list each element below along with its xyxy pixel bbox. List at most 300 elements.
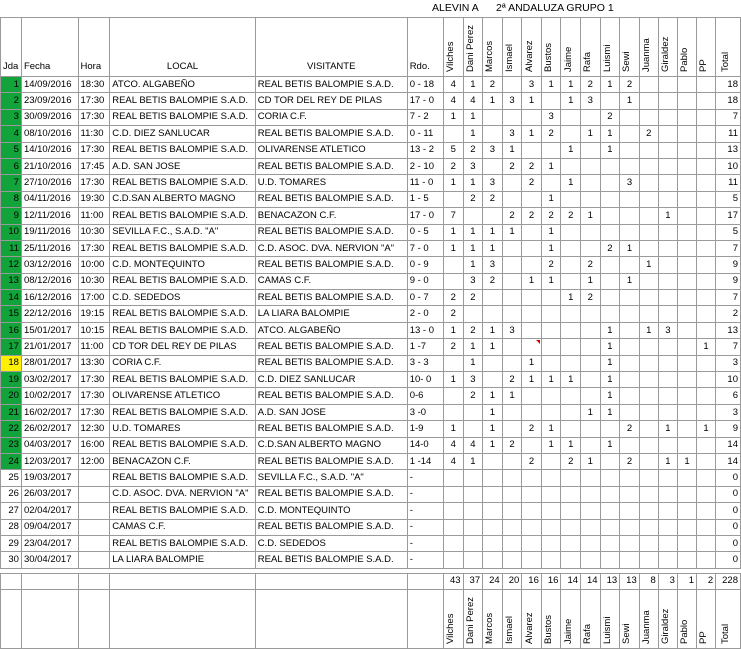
cell-goals[interactable] <box>658 388 677 404</box>
cell-goals[interactable]: 1 <box>541 421 561 437</box>
cell-goals[interactable]: 1 <box>463 355 483 371</box>
cell-goals[interactable] <box>541 306 561 322</box>
cell-player-total[interactable]: 13 <box>600 573 620 589</box>
col-header-local[interactable]: LOCAL <box>110 18 256 77</box>
cell-goals[interactable] <box>658 355 677 371</box>
cell-goals[interactable] <box>658 257 677 273</box>
cell-goals[interactable]: 3 <box>463 372 483 388</box>
cell-goals[interactable] <box>581 191 601 207</box>
cell-goals[interactable] <box>697 273 716 289</box>
cell-goals[interactable] <box>522 486 542 502</box>
col-header-player[interactable] <box>443 18 463 77</box>
cell-goals[interactable] <box>639 208 658 224</box>
cell-local[interactable]: REAL BETIS BALOMPIE S.A.D. <box>110 322 256 338</box>
cell-hora[interactable]: 17:30 <box>78 372 110 388</box>
cell-goals[interactable] <box>443 404 463 420</box>
cell-local[interactable]: C.D. SEDEDOS <box>110 290 256 306</box>
col-header-player[interactable] <box>463 18 483 77</box>
cell-jda[interactable]: 25 <box>1 470 22 486</box>
cell-goals[interactable] <box>522 503 542 519</box>
cell-goals[interactable] <box>600 208 620 224</box>
cell-goals[interactable] <box>502 404 522 420</box>
cell-jda[interactable]: 23 <box>1 437 22 453</box>
cell-goals[interactable]: 1 <box>600 372 620 388</box>
cell-empty[interactable] <box>255 573 407 589</box>
cell-local[interactable]: CAMAS C.F. <box>110 519 256 535</box>
cell-goals[interactable] <box>697 322 716 338</box>
cell-goals[interactable] <box>483 290 503 306</box>
cell-goals[interactable] <box>463 404 483 420</box>
cell-fecha[interactable]: 04/03/2017 <box>21 437 78 453</box>
cell-goals[interactable]: 3 <box>463 158 483 174</box>
cell-total[interactable]: 7 <box>716 339 741 355</box>
cell-local[interactable]: REAL BETIS BALOMPIE S.A.D. <box>110 437 256 453</box>
cell-jda[interactable]: 20 <box>1 388 22 404</box>
cell-goals[interactable] <box>502 240 522 256</box>
cell-goals[interactable] <box>522 519 542 535</box>
cell-hora[interactable]: 17:00 <box>78 290 110 306</box>
cell-goals[interactable] <box>697 437 716 453</box>
col-header-player[interactable] <box>561 18 581 77</box>
cell-rdo[interactable]: - <box>407 503 443 519</box>
cell-total[interactable]: 6 <box>716 388 741 404</box>
cell-goals[interactable] <box>677 470 696 486</box>
cell-local[interactable]: BENACAZON C.F. <box>110 453 256 469</box>
cell-total[interactable]: 13 <box>716 142 741 158</box>
cell-goals[interactable] <box>639 372 658 388</box>
cell-goals[interactable]: 1 <box>600 339 620 355</box>
cell-goals[interactable] <box>463 552 483 568</box>
cell-goals[interactable] <box>697 191 716 207</box>
cell-local[interactable]: REAL BETIS BALOMPIE S.A.D. <box>110 240 256 256</box>
cell-local[interactable]: REAL BETIS BALOMPIE S.A.D. <box>110 372 256 388</box>
cell-jda[interactable]: 11 <box>1 240 22 256</box>
cell-goals[interactable] <box>697 142 716 158</box>
cell-goals[interactable]: 2 <box>463 322 483 338</box>
cell-goals[interactable] <box>522 470 542 486</box>
cell-goals[interactable] <box>639 421 658 437</box>
cell-jda[interactable]: 21 <box>1 404 22 420</box>
cell-local[interactable]: ATCO. ALGABEÑO <box>110 77 256 93</box>
cell-empty[interactable] <box>110 589 256 648</box>
cell-goals[interactable]: 1 <box>561 93 581 109</box>
cell-total[interactable]: 18 <box>716 93 741 109</box>
footer-player[interactable] <box>600 589 620 648</box>
cell-goals[interactable] <box>522 339 542 355</box>
cell-goals[interactable] <box>620 257 640 273</box>
cell-hora[interactable] <box>78 552 110 568</box>
cell-player-total[interactable]: 14 <box>561 573 581 589</box>
cell-rdo[interactable]: 0 - 7 <box>407 290 443 306</box>
cell-goals[interactable]: 2 <box>502 158 522 174</box>
cell-goals[interactable]: 1 <box>541 437 561 453</box>
cell-goals[interactable] <box>677 257 696 273</box>
cell-goals[interactable] <box>600 158 620 174</box>
cell-rdo[interactable]: 11 - 0 <box>407 175 443 191</box>
footer-player[interactable] <box>443 589 463 648</box>
cell-goals[interactable] <box>677 77 696 93</box>
cell-hora[interactable]: 17:30 <box>78 93 110 109</box>
cell-fecha[interactable]: 30/04/2017 <box>21 552 78 568</box>
cell-player-total[interactable]: 2 <box>697 573 716 589</box>
cell-goals[interactable]: 2 <box>639 126 658 142</box>
cell-goals[interactable] <box>639 519 658 535</box>
col-header-fecha[interactable]: Fecha <box>21 18 78 77</box>
cell-goals[interactable] <box>697 257 716 273</box>
cell-goals[interactable]: 1 <box>483 93 503 109</box>
cell-fecha[interactable]: 28/01/2017 <box>21 355 78 371</box>
cell-rdo[interactable]: 17 - 0 <box>407 93 443 109</box>
cell-goals[interactable] <box>677 404 696 420</box>
cell-goals[interactable] <box>677 290 696 306</box>
cell-visitante[interactable]: REAL BETIS BALOMPIE S.A.D. <box>255 552 407 568</box>
cell-goals[interactable]: 2 <box>581 77 601 93</box>
cell-goals[interactable] <box>677 126 696 142</box>
cell-goals[interactable] <box>600 519 620 535</box>
cell-goals[interactable] <box>658 372 677 388</box>
cell-goals[interactable] <box>677 552 696 568</box>
cell-fecha[interactable]: 15/01/2017 <box>21 322 78 338</box>
cell-total[interactable]: 0 <box>716 503 741 519</box>
cell-hora[interactable]: 19:15 <box>78 306 110 322</box>
cell-goals[interactable]: 1 <box>463 257 483 273</box>
cell-goals[interactable] <box>443 470 463 486</box>
cell-goals[interactable] <box>581 535 601 551</box>
cell-goals[interactable] <box>483 355 503 371</box>
cell-goals[interactable]: 1 <box>541 77 561 93</box>
cell-goals[interactable] <box>600 486 620 502</box>
cell-goals[interactable] <box>658 339 677 355</box>
cell-goals[interactable] <box>677 503 696 519</box>
cell-goals[interactable] <box>677 273 696 289</box>
cell-goals[interactable] <box>541 142 561 158</box>
cell-goals[interactable] <box>561 191 581 207</box>
cell-jda[interactable]: 1 <box>1 77 22 93</box>
cell-goals[interactable]: 1 <box>581 126 601 142</box>
cell-goals[interactable] <box>639 404 658 420</box>
cell-goals[interactable] <box>561 158 581 174</box>
cell-goals[interactable] <box>658 437 677 453</box>
cell-hora[interactable] <box>78 519 110 535</box>
cell-goals[interactable] <box>581 109 601 125</box>
cell-fecha[interactable]: 16/12/2016 <box>21 290 78 306</box>
cell-goals[interactable] <box>620 372 640 388</box>
cell-visitante[interactable]: C.D. SEDEDOS <box>255 535 407 551</box>
cell-goals[interactable] <box>600 306 620 322</box>
cell-goals[interactable] <box>522 290 542 306</box>
cell-goals[interactable] <box>502 355 522 371</box>
cell-goals[interactable] <box>639 339 658 355</box>
cell-goals[interactable] <box>502 339 522 355</box>
cell-hora[interactable]: 12:30 <box>78 421 110 437</box>
cell-goals[interactable] <box>502 290 522 306</box>
cell-total[interactable]: 0 <box>716 552 741 568</box>
cell-hora[interactable]: 11:00 <box>78 208 110 224</box>
cell-goals[interactable] <box>620 224 640 240</box>
cell-rdo[interactable]: 7 - 0 <box>407 240 443 256</box>
cell-goals[interactable] <box>483 208 503 224</box>
cell-goals[interactable] <box>658 142 677 158</box>
cell-total[interactable]: 9 <box>716 421 741 437</box>
cell-goals[interactable] <box>502 453 522 469</box>
cell-total[interactable]: 0 <box>716 535 741 551</box>
cell-goals[interactable] <box>697 109 716 125</box>
cell-visitante[interactable]: U.D. TOMARES <box>255 175 407 191</box>
cell-fecha[interactable]: 14/10/2016 <box>21 142 78 158</box>
cell-goals[interactable]: 4 <box>443 93 463 109</box>
cell-goals[interactable]: 1 <box>463 109 483 125</box>
footer-player[interactable] <box>561 589 581 648</box>
cell-goals[interactable] <box>677 158 696 174</box>
cell-goals[interactable]: 1 <box>581 208 601 224</box>
cell-goals[interactable] <box>443 273 463 289</box>
cell-goals[interactable] <box>522 437 542 453</box>
cell-fecha[interactable]: 26/03/2017 <box>21 486 78 502</box>
cell-goals[interactable] <box>639 290 658 306</box>
cell-goals[interactable]: 1 <box>443 240 463 256</box>
cell-goals[interactable] <box>697 240 716 256</box>
cell-jda[interactable]: 12 <box>1 257 22 273</box>
cell-goals[interactable] <box>561 355 581 371</box>
cell-goals[interactable] <box>522 191 542 207</box>
cell-goals[interactable] <box>443 519 463 535</box>
footer-total[interactable] <box>716 589 741 648</box>
cell-goals[interactable] <box>561 388 581 404</box>
cell-visitante[interactable]: BENACAZON C.F. <box>255 208 407 224</box>
cell-visitante[interactable]: OLIVARENSE ATLETICO <box>255 142 407 158</box>
cell-goals[interactable] <box>502 175 522 191</box>
cell-goals[interactable] <box>561 552 581 568</box>
cell-goals[interactable] <box>522 306 542 322</box>
cell-goals[interactable] <box>658 224 677 240</box>
cell-visitante[interactable]: C.D.SAN ALBERTO MAGNO <box>255 437 407 453</box>
cell-player-total[interactable]: 37 <box>463 573 483 589</box>
cell-hora[interactable] <box>78 503 110 519</box>
cell-goals[interactable] <box>677 421 696 437</box>
cell-goals[interactable] <box>581 322 601 338</box>
cell-goals[interactable]: 1 <box>658 421 677 437</box>
cell-goals[interactable] <box>658 158 677 174</box>
cell-goals[interactable] <box>620 503 640 519</box>
cell-hora[interactable]: 17:45 <box>78 158 110 174</box>
cell-goals[interactable]: 3 <box>483 257 503 273</box>
cell-goals[interactable]: 1 <box>463 339 483 355</box>
cell-goals[interactable] <box>677 93 696 109</box>
cell-local[interactable]: A.D. SAN JOSE <box>110 158 256 174</box>
cell-goals[interactable]: 1 <box>522 126 542 142</box>
cell-player-total[interactable]: 16 <box>522 573 542 589</box>
cell-rdo[interactable]: 0-6 <box>407 388 443 404</box>
cell-empty[interactable] <box>78 573 110 589</box>
cell-goals[interactable]: 1 <box>443 109 463 125</box>
cell-goals[interactable] <box>677 519 696 535</box>
cell-local[interactable]: REAL BETIS BALOMPIE S.A.D. <box>110 306 256 322</box>
cell-goals[interactable] <box>581 552 601 568</box>
cell-total[interactable]: 17 <box>716 208 741 224</box>
cell-goals[interactable] <box>483 503 503 519</box>
cell-goals[interactable] <box>639 355 658 371</box>
cell-fecha[interactable]: 23/04/2017 <box>21 535 78 551</box>
cell-goals[interactable] <box>697 519 716 535</box>
col-header-player[interactable] <box>658 18 677 77</box>
cell-goals[interactable]: 2 <box>581 290 601 306</box>
cell-jda[interactable]: 19 <box>1 372 22 388</box>
cell-goals[interactable]: 3 <box>463 273 483 289</box>
cell-goals[interactable] <box>502 552 522 568</box>
cell-goals[interactable] <box>483 158 503 174</box>
cell-fecha[interactable]: 27/10/2016 <box>21 175 78 191</box>
cell-goals[interactable] <box>483 306 503 322</box>
cell-goals[interactable]: 2 <box>443 290 463 306</box>
cell-goals[interactable] <box>443 388 463 404</box>
cell-hora[interactable]: 17:30 <box>78 388 110 404</box>
cell-goals[interactable]: 1 <box>658 208 677 224</box>
cell-fecha[interactable]: 25/11/2016 <box>21 240 78 256</box>
cell-goals[interactable] <box>483 109 503 125</box>
cell-hora[interactable]: 16:00 <box>78 437 110 453</box>
cell-player-total[interactable]: 13 <box>620 573 640 589</box>
cell-goals[interactable] <box>620 404 640 420</box>
cell-goals[interactable] <box>658 552 677 568</box>
cell-goals[interactable]: 2 <box>620 421 640 437</box>
cell-goals[interactable] <box>620 486 640 502</box>
cell-local[interactable]: REAL BETIS BALOMPIE S.A.D. <box>110 175 256 191</box>
cell-jda[interactable]: 18 <box>1 355 22 371</box>
cell-goals[interactable]: 2 <box>463 191 483 207</box>
cell-goals[interactable] <box>677 388 696 404</box>
cell-goals[interactable]: 1 <box>463 240 483 256</box>
cell-local[interactable]: C.D. MONTEQUINTO <box>110 257 256 273</box>
col-header-player[interactable] <box>522 18 542 77</box>
col-header-player[interactable] <box>483 18 503 77</box>
cell-goals[interactable] <box>620 552 640 568</box>
cell-goals[interactable] <box>561 519 581 535</box>
cell-goals[interactable]: 3 <box>581 93 601 109</box>
col-header-hora[interactable]: Hora <box>78 18 110 77</box>
cell-goals[interactable] <box>522 388 542 404</box>
cell-goals[interactable]: 1 <box>561 175 581 191</box>
cell-hora[interactable]: 19:30 <box>78 191 110 207</box>
cell-player-total[interactable]: 1 <box>677 573 696 589</box>
cell-visitante[interactable]: CD TOR DEL REY DE PILAS <box>255 93 407 109</box>
cell-hora[interactable]: 17:30 <box>78 109 110 125</box>
cell-jda[interactable]: 7 <box>1 175 22 191</box>
cell-goals[interactable]: 1 <box>483 437 503 453</box>
cell-goals[interactable] <box>483 519 503 535</box>
cell-goals[interactable] <box>639 306 658 322</box>
cell-goals[interactable] <box>561 470 581 486</box>
cell-goals[interactable]: 7 <box>443 208 463 224</box>
cell-goals[interactable] <box>541 552 561 568</box>
cell-goals[interactable]: 3 <box>483 175 503 191</box>
cell-local[interactable]: REAL BETIS BALOMPIE S.A.D. <box>110 535 256 551</box>
footer-player[interactable] <box>463 589 483 648</box>
footer-player[interactable] <box>502 589 522 648</box>
cell-total[interactable]: 5 <box>716 224 741 240</box>
cell-goals[interactable] <box>502 257 522 273</box>
cell-goals[interactable]: 4 <box>463 93 483 109</box>
cell-hora[interactable]: 10:30 <box>78 224 110 240</box>
cell-rdo[interactable]: - <box>407 519 443 535</box>
cell-goals[interactable]: 1 <box>463 126 483 142</box>
footer-player[interactable] <box>620 589 640 648</box>
cell-goals[interactable]: 1 <box>541 240 561 256</box>
cell-total[interactable]: 14 <box>716 453 741 469</box>
cell-goals[interactable] <box>463 503 483 519</box>
cell-goals[interactable] <box>443 191 463 207</box>
cell-goals[interactable]: 1 <box>639 322 658 338</box>
cell-goals[interactable]: 1 <box>541 158 561 174</box>
cell-goals[interactable] <box>502 503 522 519</box>
cell-goals[interactable] <box>620 142 640 158</box>
cell-goals[interactable]: 1 <box>463 453 483 469</box>
cell-goals[interactable] <box>541 339 561 355</box>
cell-rdo[interactable]: 0 - 11 <box>407 126 443 142</box>
cell-visitante[interactable]: REAL BETIS BALOMPIE S.A.D. <box>255 453 407 469</box>
cell-jda[interactable]: 28 <box>1 519 22 535</box>
cell-goals[interactable] <box>581 175 601 191</box>
cell-goals[interactable] <box>541 175 561 191</box>
cell-goals[interactable] <box>581 158 601 174</box>
cell-goals[interactable]: 1 <box>600 142 620 158</box>
cell-hora[interactable]: 17:30 <box>78 240 110 256</box>
cell-goals[interactable] <box>600 470 620 486</box>
cell-goals[interactable]: 3 <box>541 109 561 125</box>
cell-goals[interactable] <box>620 470 640 486</box>
cell-goals[interactable] <box>639 224 658 240</box>
cell-goals[interactable]: 1 <box>522 93 542 109</box>
cell-goals[interactable] <box>502 519 522 535</box>
cell-local[interactable]: C.D.SAN ALBERTO MAGNO <box>110 191 256 207</box>
cell-empty[interactable] <box>407 589 443 648</box>
cell-hora[interactable]: 10:30 <box>78 273 110 289</box>
cell-goals[interactable] <box>697 355 716 371</box>
cell-fecha[interactable]: 04/11/2016 <box>21 191 78 207</box>
cell-goals[interactable]: 2 <box>522 158 542 174</box>
cell-jda[interactable]: 6 <box>1 158 22 174</box>
cell-goals[interactable] <box>483 126 503 142</box>
cell-goals[interactable]: 1 <box>463 77 483 93</box>
cell-goals[interactable] <box>600 191 620 207</box>
cell-fecha[interactable]: 16/02/2017 <box>21 404 78 420</box>
cell-total[interactable]: 11 <box>716 175 741 191</box>
cell-goals[interactable] <box>561 109 581 125</box>
cell-goals[interactable] <box>541 519 561 535</box>
cell-visitante[interactable]: REAL BETIS BALOMPIE S.A.D. <box>255 339 407 355</box>
cell-goals[interactable] <box>620 355 640 371</box>
cell-total[interactable]: 9 <box>716 257 741 273</box>
cell-goals[interactable] <box>561 126 581 142</box>
cell-goals[interactable] <box>541 93 561 109</box>
cell-goals[interactable] <box>561 273 581 289</box>
cell-goals[interactable] <box>620 158 640 174</box>
cell-goals[interactable]: 1 <box>522 273 542 289</box>
col-header-player[interactable] <box>541 18 561 77</box>
cell-goals[interactable] <box>561 322 581 338</box>
cell-visitante[interactable]: REAL BETIS BALOMPIE S.A.D. <box>255 519 407 535</box>
cell-goals[interactable] <box>697 470 716 486</box>
cell-goals[interactable] <box>561 535 581 551</box>
cell-goals[interactable]: 2 <box>541 257 561 273</box>
footer-player[interactable] <box>697 589 716 648</box>
cell-hora[interactable]: 17:30 <box>78 175 110 191</box>
cell-visitante[interactable]: ATCO. ALGABEÑO <box>255 322 407 338</box>
cell-goals[interactable] <box>463 421 483 437</box>
cell-hora[interactable]: 11:00 <box>78 339 110 355</box>
cell-goals[interactable] <box>658 535 677 551</box>
cell-goals[interactable] <box>677 372 696 388</box>
col-header-jda[interactable]: Jda <box>1 18 22 77</box>
